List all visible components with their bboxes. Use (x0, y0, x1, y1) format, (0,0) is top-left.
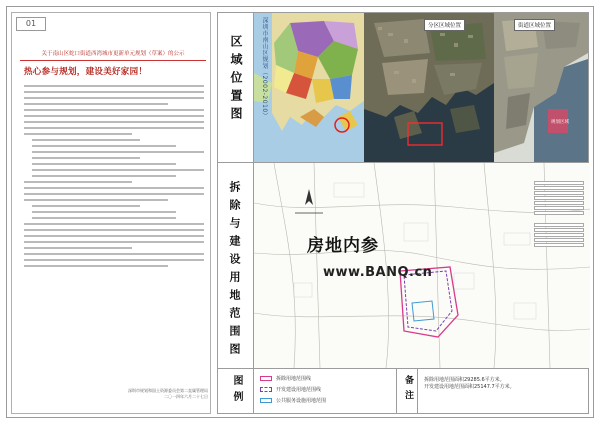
legend-swatch (260, 387, 272, 392)
district-tag: 分区区域位置 (424, 19, 465, 31)
site-marker: 规划区域 (551, 120, 569, 125)
aerial-graphic (364, 13, 494, 162)
notes-text: 拆除用地范围面积29285.6平方米。 开发建设用地范围面积25147.7平方米。 (424, 377, 515, 390)
legend-items (260, 375, 326, 408)
plan-caption: 深圳市南山区规划（2002-2010） (261, 17, 268, 120)
legend-section (217, 369, 589, 414)
watermark-url: www.BANQ.cn (323, 265, 433, 280)
notice-body (24, 85, 204, 271)
legend-item-demolition: 拆除用地范围线 (260, 375, 326, 382)
page-number: 01 (16, 17, 46, 31)
demolition-label-cell (218, 163, 254, 368)
district-plan-graphic (254, 13, 364, 162)
notice-title: 关于南山区蛇口街道西湾城市更新单元规划（草案）的公示 (41, 51, 185, 57)
legend-item-development: 开发建设用地范围线 (260, 386, 326, 393)
location-section (217, 12, 589, 163)
location-label-cell (218, 13, 254, 162)
district-aerial-map (364, 13, 494, 162)
location-label: 区域位置图 (229, 35, 243, 125)
watermark-text: 房地内参 (307, 236, 379, 256)
legend-swatch (260, 376, 272, 381)
street-graphic (494, 13, 588, 162)
title-rule (20, 60, 206, 61)
district-plan-map (254, 13, 364, 162)
notice-signature: 深圳市规划和国土资源委员会第二直属管理局 二〇一四年六月二十七日 (128, 388, 208, 399)
legend-label-cell (218, 369, 254, 413)
street-tag: 街道区域位置 (514, 19, 555, 31)
legend-swatch (260, 398, 272, 403)
notes-label-cell (396, 369, 418, 413)
legend-label: 图例 (231, 375, 242, 407)
notice-panel (11, 12, 211, 414)
notice-slogan: 热心参与规划，建设美好家园！ (24, 67, 148, 77)
legend-item-public-service: 公共服务设施用地范围 (260, 397, 326, 404)
planning-sheet (6, 6, 594, 418)
demolition-label: 拆除与建设用地范围图 (228, 181, 241, 361)
coordinate-table (534, 181, 584, 248)
notes-label: 备注 (403, 375, 413, 405)
street-location-map (494, 13, 588, 162)
